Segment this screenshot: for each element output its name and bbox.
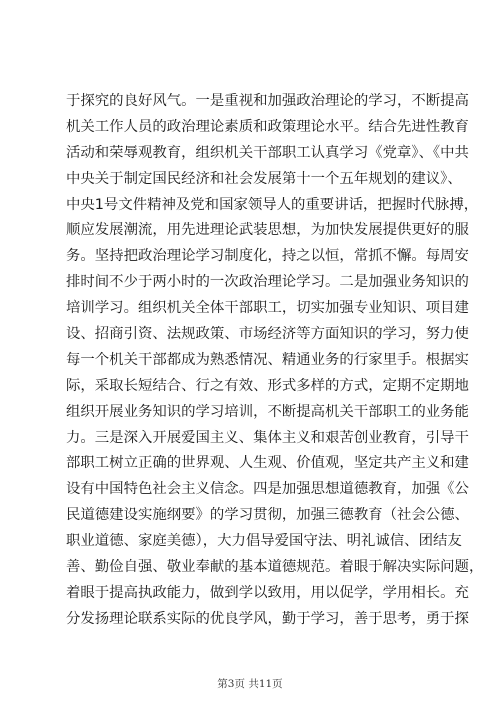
- text-line: 部职工树立正确的世界观、人生观、价值观，坚定共产主义和建: [66, 455, 469, 472]
- text-line: 中央关于制定国民经济和社会发展第十一个五年规划的建议》、: [66, 170, 462, 187]
- text-line: 力。三是深入开展爱国主义、集体主义和艰苦创业教育，引导干: [66, 429, 469, 446]
- text-line: 际，采取长短结合、行之有效、形式多样的方式，定期不定期地: [66, 377, 469, 394]
- text-line: 民道德建设实施纲要》的学习贯彻，加强三德教育（社会公德、: [66, 507, 469, 524]
- text-line: 排时间不少于两小时的一次政治理论学习。二是加强业务知识的: [66, 274, 469, 291]
- text-line: 机关工作人员的政治理论素质和政策理论水平。结合先进性教育: [66, 118, 469, 135]
- text-line: 培训学习。组织机关全体干部职工，切实加强专业知识、项目建: [66, 300, 469, 317]
- text-line: 组织开展业务知识的学习培训，不断提高机关干部职工的业务能: [66, 403, 469, 420]
- text-line: 职业道德、家庭美德），大力倡导爱国守法、明礼诚信、团结友: [66, 533, 462, 550]
- text-line: 中央1号文件精神及党和国家领导人的重要讲话，把握时代脉搏，: [66, 196, 479, 213]
- text-line: 设有中国特色社会主义信念。四是加强思想道德教育，加强《公: [66, 481, 469, 498]
- text-line: 着眼于提高执政能力，做到学以致用，用以促学，学用相长。充: [66, 584, 469, 601]
- text-line: 分发扬理论联系实际的优良学风，勤于学习，善于思考，勇于探: [66, 610, 469, 627]
- text-line: 设、招商引资、法规政策、市场经济等方面知识的学习，努力使: [66, 326, 469, 343]
- text-line: 每一个机关干部都成为熟悉情况、精通业务的行家里手。根据实: [66, 351, 469, 368]
- text-line: 顺应发展潮流，用先进理论武装思想，为加快发展提供更好的服: [66, 222, 469, 239]
- body-text: [66, 89, 484, 633]
- text-line: 活动和荣辱观教育，组织机关干部职工认真学习《党章》、《中共: [66, 144, 469, 161]
- text-line: 务。坚持把政治理论学习制度化，持之以恒，常抓不懈。每周安: [66, 248, 469, 265]
- page-number-footer: 第3页 共11页: [217, 678, 283, 690]
- text-line: 善、勤俭自强、敬业奉献的基本道德规范。着眼于解决实际问题，: [66, 559, 484, 576]
- text-line: 于探究的良好风气。一是重视和加强政治理论的学习，不断提高: [66, 93, 469, 109]
